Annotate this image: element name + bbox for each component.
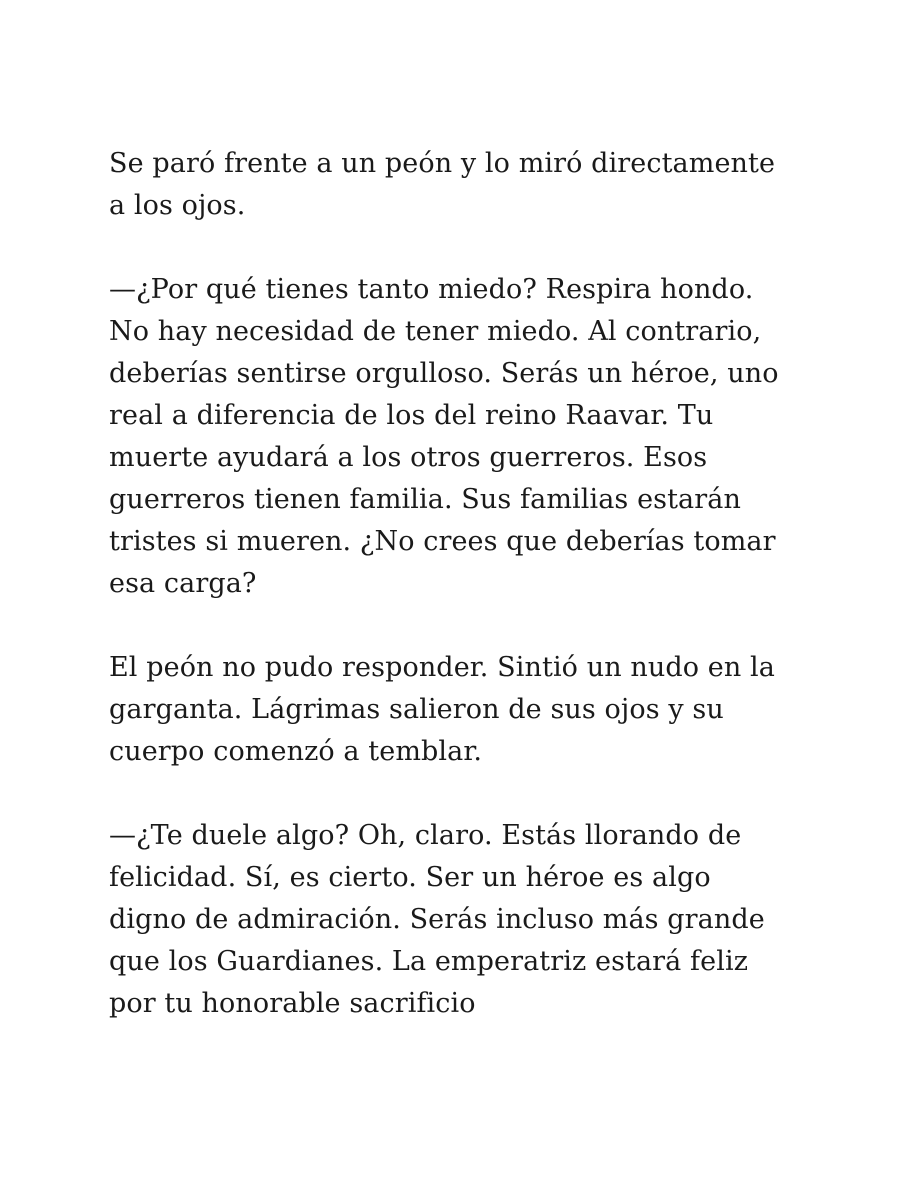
text-line: Se paró frente a un peón y lo miró directamente	[109, 148, 776, 179]
text-line: digno de admiración. Serás incluso más grande	[109, 904, 765, 935]
text-line: felicidad. Sí, es cierto. Ser un héroe es algo	[109, 862, 711, 893]
text-line: El peón no pudo responder. Sintió un nudo en la	[109, 652, 775, 683]
text-line: No hay necesidad de tener miedo. Al contrario,	[109, 316, 762, 347]
text-line: —¿Te duele algo? Oh, claro. Estás llorando de	[109, 820, 742, 851]
text-line: garganta. Lágrimas salieron de sus ojos y su	[109, 694, 724, 725]
text-line: guerreros tienen familia. Sus familias estarán	[109, 484, 741, 515]
text-line: esa carga?	[109, 568, 257, 599]
text-line: cuerpo comenzó a temblar.	[109, 736, 483, 767]
document-page	[109, 143, 809, 1067]
text-line: muerte ayudará a los otros guerreros. Esos	[109, 442, 708, 473]
text-line: tristes si mueren. ¿No crees que deberías tomar	[109, 526, 776, 557]
text-line: que los Guardianes. La emperatriz estará feliz	[109, 946, 749, 977]
paragraph-3	[109, 647, 809, 773]
text-line: deberías sentirse orgulloso. Serás un héroe, uno	[109, 358, 779, 389]
paragraph-1	[109, 143, 809, 227]
text-line: a los ojos.	[109, 190, 246, 221]
text-line: real a diferencia de los del reino Raavar. Tu	[109, 400, 714, 431]
paragraph-4	[109, 815, 809, 1025]
text-line: por tu honorable sacrificio	[109, 988, 476, 1019]
text-line: —¿Por qué tienes tanto miedo? Respira hondo.	[109, 274, 754, 305]
paragraph-2	[109, 269, 809, 605]
